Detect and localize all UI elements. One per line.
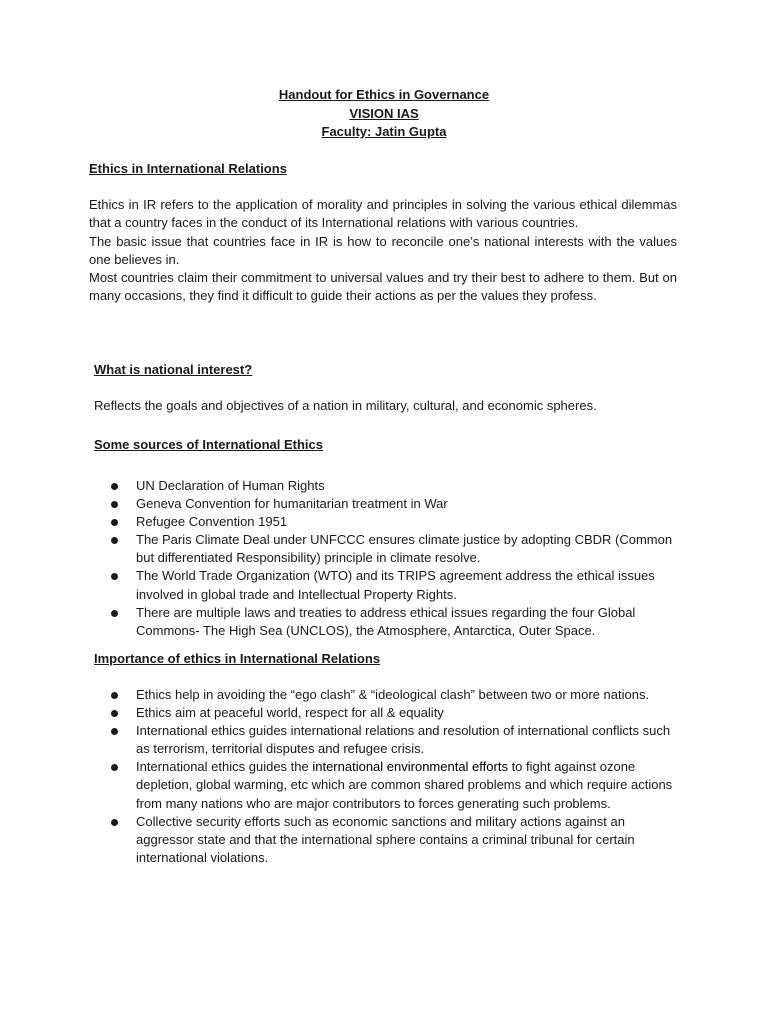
bullet-icon [111,483,118,490]
list-item: International ethics guides the international environmental efforts to fight against ozone depletion, global warming, etc which are common shared problems and which require actions from many nations who are major contributors to forces generating such problems. [108,758,678,812]
bullet-icon [111,764,118,771]
sources-list [108,477,678,640]
bullet-icon [111,537,118,544]
list-item: Geneva Convention for humanitarian treatment in War [108,495,678,513]
bullet-icon [111,519,118,526]
section-heading-ethics-ir: Ethics in International Relations [89,161,287,176]
document-header [0,86,768,142]
bullet-icon [111,501,118,508]
bullet-icon [111,573,118,580]
header-title: Handout for Ethics in Governance [278,87,490,102]
bullet-icon [111,610,118,617]
list-item: Ethics help in avoiding the “ego clash” & “ideological clash” between two or more nations. [108,686,678,704]
header-faculty: Faculty: Jatin Gupta [321,124,447,139]
importance-list [108,686,678,867]
list-item: The World Trade Organization (WTO) and its TRIPS agreement address the ethical issues involved in global trade and Intellectual Property Rights. [108,567,678,603]
list-item: Refugee Convention 1951 [108,513,678,531]
section-ethics-ir-body [89,196,677,306]
paragraph: The basic issue that countries face in IR is how to reconcile one’s national interests with the values one believes in. [89,233,677,267]
bullet-icon [111,692,118,699]
bullet-icon [111,710,118,717]
section-heading-importance: Importance of ethics in International Relations [94,651,381,666]
section-heading-national-interest: What is national interest? [94,362,253,377]
paragraph: Ethics in IR refers to the application of morality and principles in solving the various ethical dilemmas that a country faces in the conduct of its International relations with various countries. [89,197,677,231]
highlight-text: international environmental efforts [312,759,508,775]
national-interest-definition: Reflects the goals and objectives of a nation in military, cultural, and economic spheres. [94,398,597,413]
paragraph: Most countries claim their commitment to universal values and try their best to adhere to them. But on many occasions, they find it difficult to guide their actions as per the values they profess. [89,270,677,304]
list-item: There are multiple laws and treaties to address ethical issues regarding the four Global Commons- The High Sea (UNCLOS), the Atmosphere, Antarctica, Outer Space. [108,604,678,640]
bullet-icon [111,728,118,735]
list-item: International ethics guides international relations and resolution of international conflicts such as terrorism, territorial disputes and refugee crisis. [108,722,678,758]
list-item: The Paris Climate Deal under UNFCCC ensures climate justice by adopting CBDR (Common but differentiated Responsibility) principle in climate resolve. [108,531,678,567]
header-institute: VISION IAS [349,105,419,121]
bullet-icon [111,819,118,826]
list-item: Ethics aim at peaceful world, respect for all & equality [108,704,678,722]
list-item: UN Declaration of Human Rights [108,477,678,495]
section-heading-sources: Some sources of International Ethics [94,437,323,452]
list-item: Collective security efforts such as economic sanctions and military actions against an aggressor state and that the international sphere contains a criminal tribunal for certain international violations. [108,813,678,867]
